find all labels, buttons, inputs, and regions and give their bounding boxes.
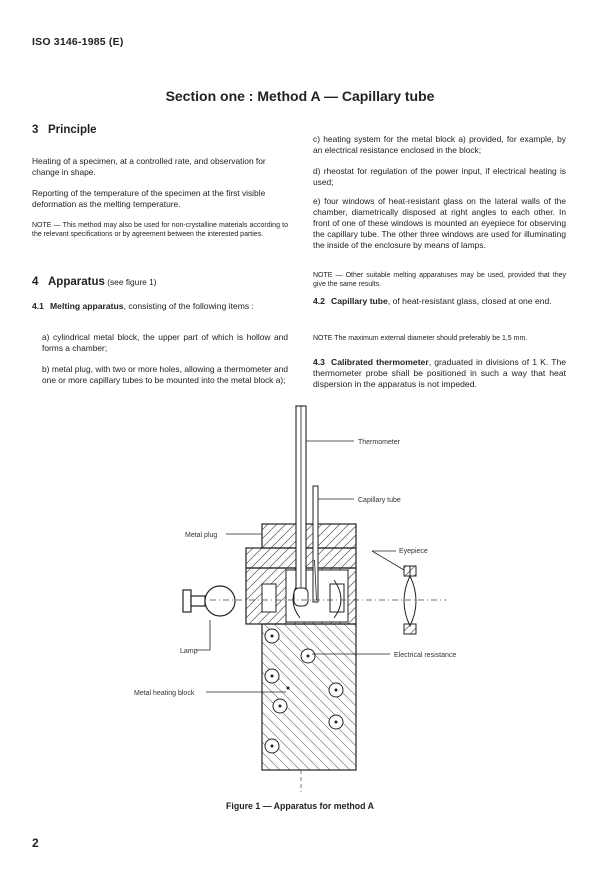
label-capillary-tube: Capillary tube	[358, 497, 401, 504]
principle-paragraph-2: Reporting of the temperature of the specimen at the first visible deformation as the melting temperature.	[32, 188, 266, 210]
capillary-tube	[313, 486, 318, 602]
melting-note: NOTE — Other suitable melting apparatuses may be used, provided that they give the same results.	[313, 272, 566, 288]
figure-caption: Figure 1 — Apparatus for method A	[226, 801, 374, 811]
melting-apparatus-text: , consisting of the following items :	[123, 301, 254, 311]
document-reference: ISO 3146-1985 (E)	[32, 36, 124, 48]
capillary-tube-number: 4.2	[313, 296, 325, 306]
melting-item-c: c) heating system for the metal block a) provided, for example, by an electrical resistance enclosed in the block;	[313, 134, 566, 156]
label-thermometer: Thermometer	[358, 439, 401, 446]
lamp-leader	[196, 620, 210, 650]
melting-item-d: d) rheostat for regulation of the power input, if electrical heating is used;	[313, 166, 566, 188]
thermometer-title: Calibrated thermometer	[331, 357, 429, 367]
melting-apparatus-title: Melting apparatus	[50, 301, 124, 311]
melting-item-e: e) four windows of heat-resistant glass on the lateral walls of the chamber, diametrically disposed at right angles to each other. In front of one of these windows is mounted an eyepiece for observing the capillary tube. The other three windows are used for illuminating the inside of the enclosure by means of lamps.	[313, 196, 566, 251]
capillary-tube-note: NOTE The maximum external diameter should preferably be 1,5 mm.	[313, 335, 528, 342]
thermometer-number: 4.3	[313, 357, 325, 367]
principle-note: NOTE — This method may also be used for non-crystalline materials according to the relevant specifications or by agreement between the interested parties.	[32, 222, 288, 238]
label-metal-plug: Metal plug	[185, 532, 218, 539]
melting-item-a: a) cylindrical metal block, the upper part of which is hollow and forms a chamber;	[42, 332, 288, 354]
label-metal-heating-block: Metal heating block	[134, 690, 195, 697]
principle-heading-text: Principle	[48, 124, 97, 136]
apparatus-heading-number: 4	[32, 276, 39, 288]
principle-paragraph-1: Heating of a specimen, at a controlled rate, and observation for change in shape.	[32, 156, 266, 178]
thermometer	[294, 406, 308, 606]
melting-apparatus-number: 4.1	[32, 301, 44, 311]
lamp	[183, 586, 235, 616]
melting-item-b: b) metal plug, with two or more holes, allowing a thermometer and one or more capillary tubes to be mounted into the metal block a);	[42, 364, 288, 386]
capillary-tube-text: , of heat-resistant glass, closed at one end.	[387, 296, 552, 306]
apparatus-heading-text: Apparatus	[48, 276, 105, 288]
capillary-tube-title: Capillary tube	[331, 296, 388, 306]
label-lamp: Lamp	[180, 648, 198, 655]
page-number: 2	[32, 836, 39, 850]
label-electrical-resistance: Electrical resistance	[394, 652, 457, 659]
label-eyepiece: Eyepiece	[399, 548, 428, 555]
apparatus-heading-suffix: (see figure 1)	[104, 277, 157, 287]
section-title: Section one : Method A — Capillary tube	[165, 88, 435, 104]
principle-heading-number: 3	[32, 124, 39, 136]
thermometer-text: , graduated in divisions of 1 K. The thermometer probe shall be positioned in such a way that heat dispersion in the apparatus is not impeded.	[313, 357, 566, 389]
metal-heating-block	[262, 624, 356, 770]
